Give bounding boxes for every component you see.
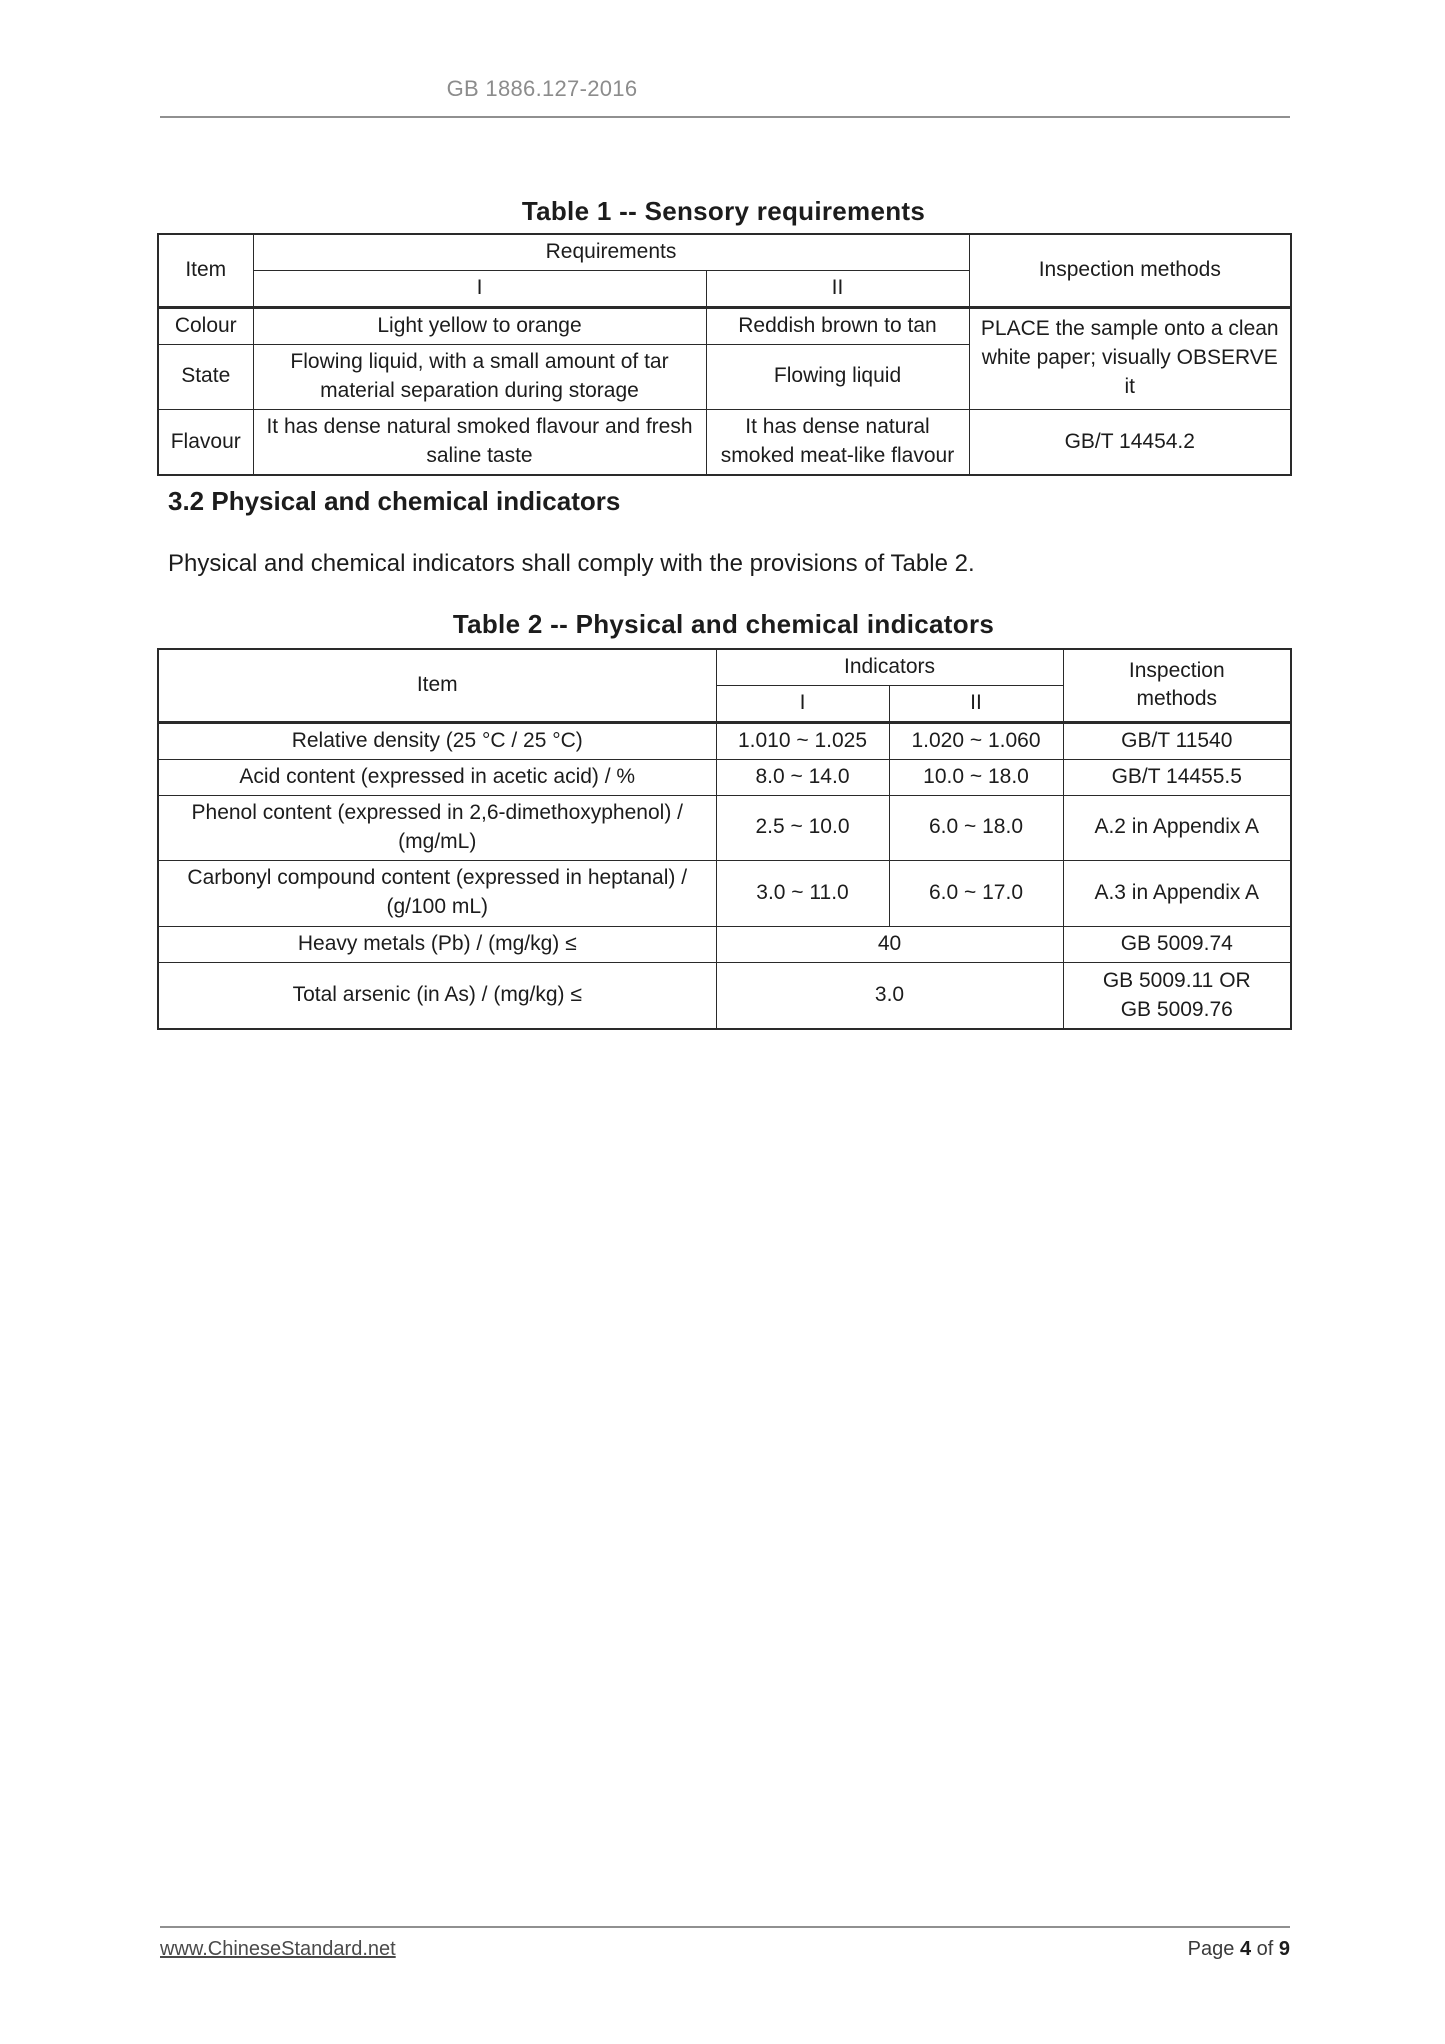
table2-row1-grade-i: 8.0 ~ 14.0 bbox=[716, 759, 889, 795]
table-row bbox=[158, 962, 1291, 1029]
physical-chemical-indicators-table bbox=[157, 648, 1292, 1030]
table2-caption: Table 2 -- Physical and chemical indicators bbox=[452, 609, 995, 639]
table2-row0-grade-ii: 1.020 ~ 1.060 bbox=[889, 722, 1063, 759]
table1-flavour-item: Flavour bbox=[158, 409, 253, 475]
table-row bbox=[158, 795, 1291, 860]
table2-row4-item: Heavy metals (Pb) / (mg/kg) ≤ bbox=[158, 926, 716, 962]
page-indicator bbox=[1188, 1938, 1290, 1961]
table2-row1-grade-ii: 10.0 ~ 18.0 bbox=[889, 759, 1063, 795]
table1-colour-grade-i: Light yellow to orange bbox=[253, 307, 706, 344]
table2-row5-method: GB 5009.11 OR GB 5009.76 bbox=[1063, 962, 1291, 1029]
table2-row4-method: GB 5009.74 bbox=[1063, 926, 1291, 962]
section-heading: 3.2 Physical and chemical indicators bbox=[168, 486, 621, 516]
table2-row2-grade-ii: 6.0 ~ 18.0 bbox=[889, 795, 1063, 860]
table2-row5-combined-value: 3.0 bbox=[716, 962, 1063, 1029]
table-row bbox=[158, 722, 1291, 759]
total-pages: 9 bbox=[1278, 1938, 1290, 1960]
table2-row3-item: Carbonyl compound content (expressed in heptanal) / (g/100 mL) bbox=[158, 860, 716, 926]
table1-state-grade-ii: Flowing liquid bbox=[706, 344, 969, 409]
table-row bbox=[158, 860, 1291, 926]
table2-header-indicators: Indicators bbox=[716, 649, 1063, 685]
table2-header-inspection: Inspection methods bbox=[1063, 649, 1291, 722]
table1-header-requirements: Requirements bbox=[253, 234, 969, 270]
table2-row3-grade-ii: 6.0 ~ 17.0 bbox=[889, 860, 1063, 926]
table1-state-grade-i: Flowing liquid, with a small amount of tar material separation during storage bbox=[253, 344, 706, 409]
website-link[interactable]: www.ChineseStandard.net bbox=[160, 1938, 396, 1960]
table2-row2-grade-i: 2.5 ~ 10.0 bbox=[716, 795, 889, 860]
table-row bbox=[158, 409, 1291, 475]
footer-rule bbox=[160, 1926, 1290, 1928]
table2-header-grade-i: I bbox=[716, 685, 889, 722]
table1-inspection-colour-state: PLACE the sample onto a clean white paper; visually OBSERVE it bbox=[969, 307, 1291, 409]
table1-header-item: Item bbox=[158, 234, 253, 307]
section-paragraph: Physical and chemical indicators shall comply with the provisions of Table 2. bbox=[168, 550, 975, 577]
table2-header-item: Item bbox=[158, 649, 716, 722]
page-number: 4 bbox=[1239, 1938, 1252, 1960]
table-row bbox=[158, 926, 1291, 962]
table1-colour-item: Colour bbox=[158, 307, 253, 344]
table2-row3-method: A.3 in Appendix A bbox=[1063, 860, 1291, 926]
table2-row1-method: GB/T 14455.5 bbox=[1063, 759, 1291, 795]
table1-flavour-grade-i: It has dense natural smoked flavour and fresh saline taste bbox=[253, 409, 706, 475]
table1-inspection-flavour: GB/T 14454.2 bbox=[969, 409, 1291, 475]
page-footer bbox=[160, 1938, 1290, 1961]
header-rule bbox=[160, 116, 1290, 118]
table2-row5-item: Total arsenic (in As) / (mg/kg) ≤ bbox=[158, 962, 716, 1029]
table2-row2-method: A.2 in Appendix A bbox=[1063, 795, 1291, 860]
table2-row0-method: GB/T 11540 bbox=[1063, 722, 1291, 759]
table2-row0-item: Relative density (25 °C / 25 °C) bbox=[158, 722, 716, 759]
table2-row1-item: Acid content (expressed in acetic acid) / % bbox=[158, 759, 716, 795]
doc-number-header: GB 1886.127-2016 bbox=[446, 76, 638, 101]
table1-state-item: State bbox=[158, 344, 253, 409]
table1-caption: Table 1 -- Sensory requirements bbox=[521, 196, 926, 226]
page-label: Page bbox=[1187, 1938, 1235, 1960]
table2-row4-combined-value: 40 bbox=[716, 926, 1063, 962]
table2-row3-grade-i: 3.0 ~ 11.0 bbox=[716, 860, 889, 926]
table1-header-grade-i: I bbox=[253, 270, 706, 307]
table1-flavour-grade-ii: It has dense natural smoked meat-like flavour bbox=[706, 409, 969, 475]
table2-row2-item: Phenol content (expressed in 2,6-dimethoxyphenol) / (mg/mL) bbox=[158, 795, 716, 860]
of-label: of bbox=[1256, 1938, 1274, 1960]
sensory-requirements-table bbox=[157, 233, 1292, 476]
table-row bbox=[158, 759, 1291, 795]
table1-header-inspection: Inspection methods bbox=[969, 234, 1291, 307]
table2-row0-grade-i: 1.010 ~ 1.025 bbox=[716, 722, 889, 759]
table-row bbox=[158, 307, 1291, 344]
table2-header-grade-ii: II bbox=[889, 685, 1063, 722]
table1-colour-grade-ii: Reddish brown to tan bbox=[706, 307, 969, 344]
table1-header-grade-ii: II bbox=[706, 270, 969, 307]
